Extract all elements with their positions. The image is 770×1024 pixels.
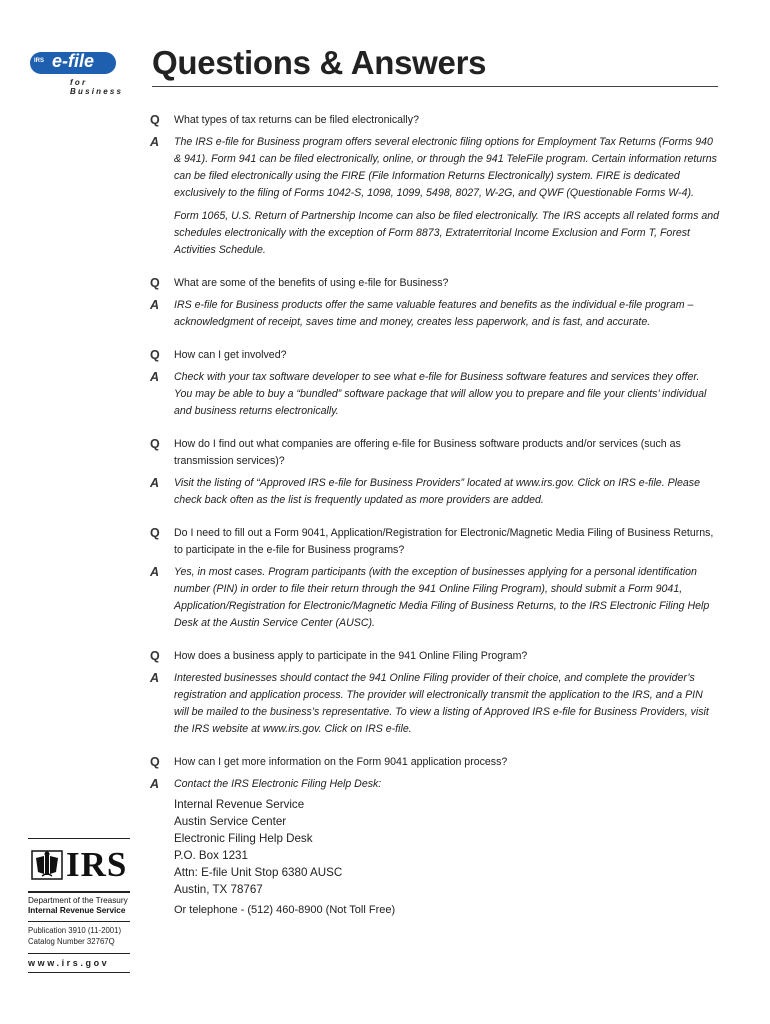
question-2 xyxy=(150,275,720,292)
answer-paragraph: Form 1065, U.S. Return of Partnership Income can also be filed electronically. The IRS accepts all related forms and schedules electronically with the exception of Form 8873, Extraterritorial Income Exclusion and Form T, Forest Activities Schedule. xyxy=(174,210,720,256)
divider xyxy=(28,891,130,893)
a-label: A xyxy=(150,370,160,384)
catalog-number: Catalog Number 32767Q xyxy=(28,936,115,946)
question-1 xyxy=(150,112,720,129)
service-name: Internal Revenue Service xyxy=(28,906,126,915)
address-line: P.O. Box 1231 xyxy=(174,849,248,862)
answer-paragraph: Check with your tax software developer to see what e-file for Business software features and services they offer. You may be able to buy a “bundled” software package that will allow you to prepare and file your clients’ individual and business returns electronically. xyxy=(174,371,707,417)
answer-7 xyxy=(150,776,720,919)
logo-small-text: IRS xyxy=(34,58,45,64)
divider xyxy=(28,921,130,922)
department-text xyxy=(28,896,130,916)
divider xyxy=(28,838,130,839)
irs-footer-block xyxy=(28,838,130,973)
address-line: Electronic Filing Help Desk xyxy=(174,832,313,845)
answer-paragraph: Visit the listing of “Approved IRS e-file for Business Providers” located at www.irs.gov. Click on IRS e-file. Please check back often as the list is frequently updated as more providers are added. xyxy=(174,477,700,506)
efile-logo-badge xyxy=(30,52,116,74)
question-text: How can I get more information on the Form 9041 application process? xyxy=(174,756,508,768)
publication-info xyxy=(28,926,130,947)
q-label: Q xyxy=(150,755,160,769)
question-5 xyxy=(150,525,720,559)
question-6 xyxy=(150,648,720,665)
a-label: A xyxy=(150,135,160,149)
a-label: A xyxy=(150,298,160,312)
question-text: Do I need to fill out a Form 9041, Application/Registration for Electronic/Magnetic Media Filing of Business Returns, to participate in the e-file for Business programs? xyxy=(174,527,714,556)
question-text: What types of tax returns can be filed electronically? xyxy=(174,114,419,126)
answer-4 xyxy=(150,475,720,509)
website-text: www.irs.gov xyxy=(28,958,110,968)
answer-paragraph: IRS e-file for Business products offer the same valuable features and benefits as the individual e-file program – acknowledgment of receipt, saves time and money, creates less paperwork, and is fast, and accurate. xyxy=(174,299,694,328)
contact-phone: Or telephone - (512) 460-8900 (Not Toll Free) xyxy=(174,904,396,916)
page-title: Questions & Answers xyxy=(152,44,487,81)
a-label: A xyxy=(150,671,160,685)
logo-tagline: for Business xyxy=(70,78,124,96)
efile-for-business-logo xyxy=(28,50,132,96)
divider xyxy=(28,953,130,954)
question-3 xyxy=(150,347,720,364)
answer-6 xyxy=(150,670,720,738)
publication-number: Publication 3910 (11-2001) xyxy=(28,926,122,935)
answer-paragraph: Yes, in most cases. Program participants (with the exception of businesses applying for a personal identification number (PIN) in order to file their return through the 941 Online Filing Program), should submit a Form 9041, Application/Registration for Electronic/Magnetic Media Filing of Business Returns, to the IRS Electronic Filing Help Desk at the Austin Service Center (AUSC). xyxy=(174,566,710,629)
answer-2 xyxy=(150,297,720,331)
address-line: Austin, TX 78767 xyxy=(174,883,263,896)
divider xyxy=(28,972,130,973)
question-text: How do I find out what companies are offering e-file for Business software products and/or services (such as transmission services)? xyxy=(174,438,681,467)
q-label: Q xyxy=(150,348,160,362)
answer-1 xyxy=(150,134,720,259)
irs-logo xyxy=(28,847,130,883)
contact-address xyxy=(174,796,720,919)
question-text: How can I get involved? xyxy=(174,349,287,361)
address-line: Attn: E-file Unit Stop 6380 AUSC xyxy=(174,866,343,879)
eagle-icon xyxy=(30,849,64,881)
address-line: Internal Revenue Service xyxy=(174,798,305,811)
q-label: Q xyxy=(150,276,160,290)
q-label: Q xyxy=(150,437,160,451)
question-4 xyxy=(150,436,720,470)
address-line: Austin Service Center xyxy=(174,815,287,828)
qa-list xyxy=(150,112,720,919)
answer-paragraph: Contact the IRS Electronic Filing Help Desk: xyxy=(174,778,382,790)
question-text: What are some of the benefits of using e-file for Business? xyxy=(174,277,449,289)
q-label: Q xyxy=(150,113,160,127)
answer-3 xyxy=(150,369,720,420)
department-name: Department of the Treasury xyxy=(28,896,128,905)
a-label: A xyxy=(150,476,160,490)
q-label: Q xyxy=(150,649,160,663)
answer-paragraph: Interested businesses should contact the 941 Online Filing provider of their choice, and complete the provider’s registration and application process. The provider will electronically transmit the application to the IRS, and a PIN will be mailed to the business’s representative. To view a listing of Approved IRS e-file for Business Providers, visit the IRS website at www.irs.gov. Click on IRS e-file. xyxy=(174,672,709,735)
a-label: A xyxy=(150,777,160,791)
a-label: A xyxy=(150,565,160,579)
logo-mark: e-file xyxy=(52,51,95,71)
irs-wordmark: IRS xyxy=(66,845,128,884)
question-text: How does a business apply to participate in the 941 Online Filing Program? xyxy=(174,650,528,662)
answer-5 xyxy=(150,564,720,632)
answer-paragraph: The IRS e-file for Business program offers several electronic filing options for Employment Tax Returns (Forms 940 & 941). Form 941 can be filed electronically, online, or through the 941 TeleFile program. Certain information returns can be filed electronically using the FIRE (File Information Returns Electronically) system. FIRE is dedicated exclusively to the filing of Forms 1042-S, 1098, 1099, 5498, 8027, W-2G, and QWF (Questionable Forms W-4). xyxy=(174,136,717,199)
q-label: Q xyxy=(150,526,160,540)
title-divider xyxy=(152,86,718,87)
question-7 xyxy=(150,754,720,771)
